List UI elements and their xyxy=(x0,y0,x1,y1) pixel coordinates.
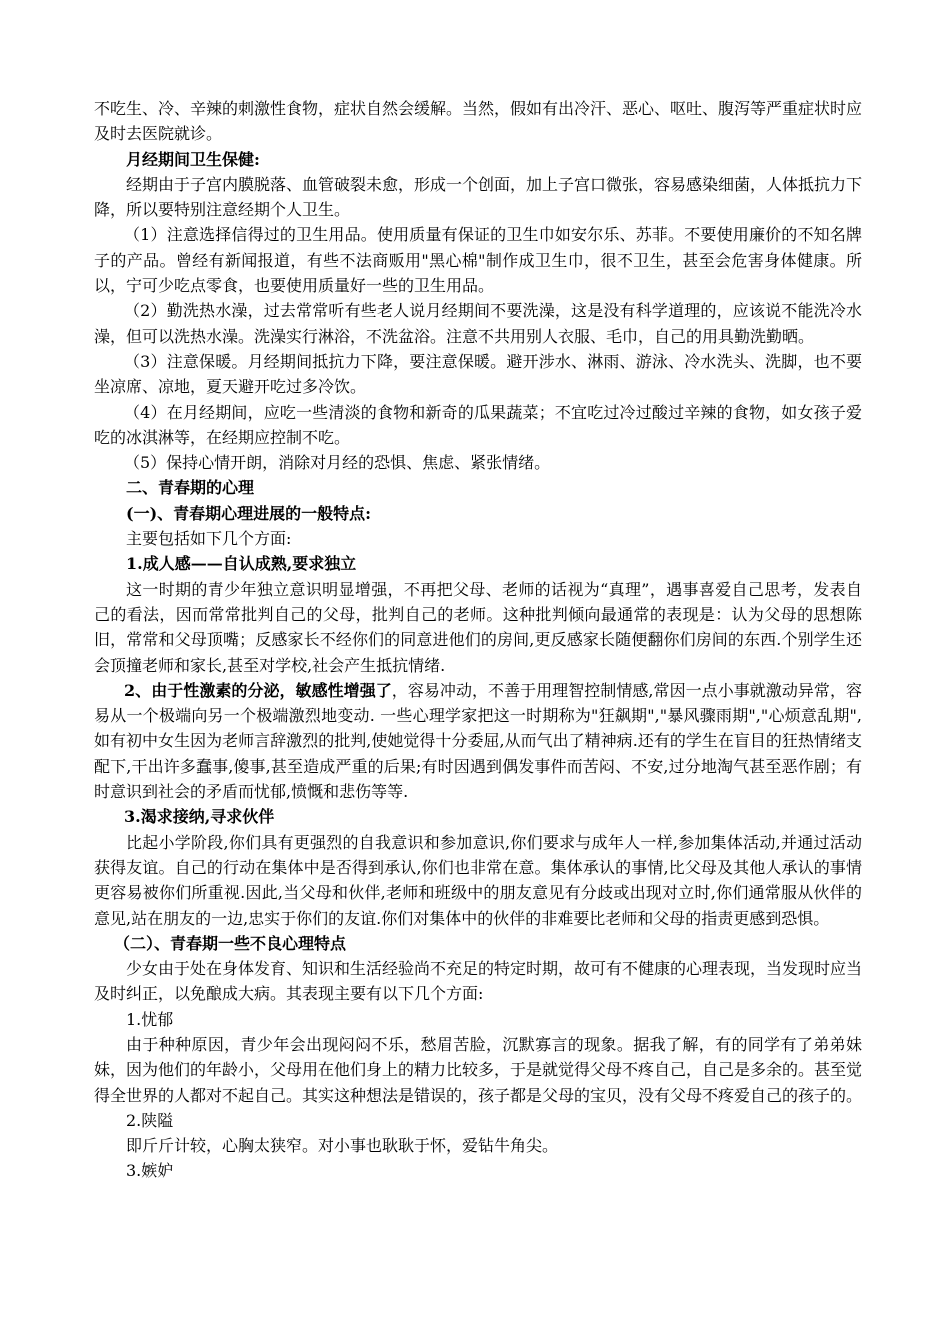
paragraph-item-depression: 1.忧郁 xyxy=(126,1009,174,1029)
paragraph-hormone-sensitivity xyxy=(94,678,862,804)
paragraph-item-jealousy: 3.嫉妒 xyxy=(126,1161,174,1181)
paragraph-symptom-relief: 不吃生、冷、辛辣的刺激性食物，症状自然会缓解。当然，假如有出冷汗、恶心、呕吐、腹泻等严重症状时应及时去医院就诊。 xyxy=(94,99,863,144)
paragraph-depression-detail: 由于种种原因，青少年会出现闷闷不乐，愁眉苦脸，沉默寡言的现象。据我了解，有的同学有了弟弟妹妹，因为他们的年龄小，父母用在他们身上的精力比较多，于是就觉得父母不疼自己，自己是多余的。甚至觉得全世界的人都对不起自己。其实这种想法是错误的，孩子都是父母的宝贝，没有父母不疼爱自己的孩子的。 xyxy=(94,1034,863,1105)
heading-adolescent-psychology: 二、青春期的心理 xyxy=(126,478,255,498)
paragraph-tip-2: （2）勤洗热水澡，过去常常听有些老人说月经期间不要洗澡，这是没有科学道理的，应该说不能洗冷水澡，但可以洗热水澡。洗澡实行淋浴，不洗盆浴。注意不共用别人衣服、毛巾，自己的用具勤洗勤晒。 xyxy=(94,301,862,346)
paragraph-tip-4: （4）在月经期间，应吃一些清淡的食物和新奇的瓜果蔬菜；不宜吃过冷过酸过辛辣的食物，如女孩子爱吃的冰淇淋等，在经期应控制不吃。 xyxy=(94,402,862,447)
paragraph-adult-sense: 这一时期的青少年独立意识明显增强，不再把父母、老师的话视为“真理”，遇事喜爱自己思考，发表自己的看法，因而常常批判自己的父母，批判自己的老师。这种批判倾向最通常的表现是：认为父母的思想陈旧，常常和父母顶嘴；反感家长不经你们的同意进他们的房间,更反感家长随便翻你们房间的东西.个别学生还会顶撞老师和家长,甚至对学校,社会产生抵抗情绪. xyxy=(94,579,862,675)
heading-adult-sense: 1.成人感——自认成熟,要求独立 xyxy=(126,554,357,574)
hormone-lead-bold: 2、由于性激素的分泌，敏感性增强了 xyxy=(124,680,392,700)
paragraph-menstrual-intro: 经期由于子宫内膜脱落、血管破裂未愈，形成一个创面，加上子宫口微张，容易感染细菌，人体抵抗力下降，所以要特别注意经期个人卫生。 xyxy=(94,174,863,220)
paragraph-tip-5: （5）保持心情开朗，消除对月经的恐惧、焦虑、紧张情绪。 xyxy=(124,453,551,473)
heading-menstrual-hygiene: 月经期间卫生保健: xyxy=(126,149,260,169)
paragraph-seek-companions: 比起小学阶段,你们具有更强烈的自我意识和参加意识,你们要求与成年人一样,参加集体活动,并通过活动获得友谊。自己的行动在集体中是否得到承认,你们也非常在意。集体承认的事情,比父母及其他人承认的事情更容易被你们所重视.因此,当父母和伙伴,老师和班级中的朋友意见有分歧或出现对立时,你们通常服从伙伴的意见,站在朋友的一边,忠实于你们的友谊.你们对集体中的伙伴的非难要比老师和父母的指责更感到恐惧。 xyxy=(94,832,862,928)
heading-bad-psychology: （二）、青春期一些不良心理特点 xyxy=(114,933,347,953)
paragraph-aspects-intro: 主要包括如下几个方面: xyxy=(126,529,292,549)
paragraph-item-narrowness: 2.陕隘 xyxy=(126,1110,174,1130)
paragraph-narrowness-detail: 即斤斤计较，心胸太狭窄。对小事也耿耿于怀，爱钻牛角尖。 xyxy=(126,1136,559,1156)
document-page xyxy=(94,96,862,1184)
paragraph-bad-psychology-intro: 少女由于处在身体发育、知识和生活经验尚不充足的特定时期，故可有不健康的心理表现，当发现时应当及时纠正，以免酿成大病。其表现主要有以下几个方面: xyxy=(94,959,863,1004)
hormone-body: ，容易冲动，不善于用理智控制情感,常因一点小事就激动异常，容易从一个极端向另一个极端激烈地变动. 一些心理学家把这一时期称为"狂飙期","暴风骤雨期","心烦意乱期",如有初中女生因为老师言辞激烈的批判,使她觉得十分委屈,从而气出了精神病.还有的学生在盲目的狂热情绪支配下,干出许多蠢事,傻事,甚至造成严重的后果;有时因遇到偶发事件而苦闷、不安,过分地淘气甚至恶作剧；有时意识到社会的矛盾而忧郁,愤慨和悲伤等等. xyxy=(94,680,862,802)
paragraph-tip-3: （3）注意保暖。月经期间抵抗力下降，要注意保暖。避开涉水、淋雨、游泳、冷水洗头、洗脚，也不要坐凉席、凉地，夏天避开吃过多冷饮。 xyxy=(94,351,862,397)
heading-general-features: (一)、青春期心理进展的一般特点: xyxy=(126,503,372,523)
paragraph-tip-1: （1）注意选择信得过的卫生用品。使用质量有保证的卫生巾如安尔乐、苏菲。不要使用廉价的不知名牌子的产品。曾经有新闻报道，有些不法商贩用"黑心棉"制作成卫生巾，很不卫生，甚至会危害身体健康。所以，宁可少吃点零食，也要使用质量好一些的卫生用品。 xyxy=(94,225,862,296)
heading-seek-companions: 3.渴求接纳,寻求伙伴 xyxy=(124,807,275,827)
